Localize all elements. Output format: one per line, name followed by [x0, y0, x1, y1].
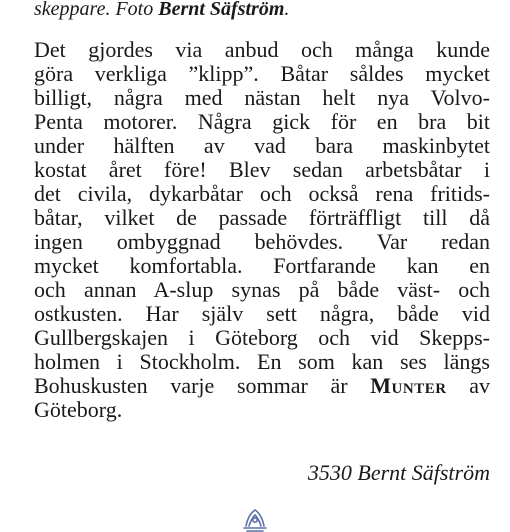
caption-lead: skeppare. Foto [34, 0, 159, 20]
body-last-line: Göteborg. [34, 397, 123, 422]
author-signature: 3530 Bernt Säfström [307, 460, 490, 485]
article-body [34, 38, 490, 422]
body-line: Penta motorer. Några gick för en bra bit [34, 109, 490, 134]
body-line: kostat året före! Blev sedan arbetsbåtar i [34, 157, 490, 182]
body-line: ingen ombyggnad behövdes. Var redan [34, 229, 490, 254]
body-line: båtar, vilket de passade förträffligt till då [34, 205, 490, 230]
photo-credit: Bernt Säfström [158, 0, 285, 20]
boat-line-tail: av [446, 373, 491, 398]
anchor-stamp-icon [240, 506, 270, 532]
body-line: under hälften av vad bara maskinbytet [34, 133, 490, 158]
body-line: göra verkliga ”klipp”. Båtar såldes mycket [34, 61, 490, 86]
body-line: billigt, några med nästan helt nya Volvo- [34, 85, 490, 110]
body-line: Gullbergskajen i Göteborg och vid Skepps- [34, 325, 490, 350]
body-line: holmen i Stockholm. En som kan ses längs [34, 349, 490, 374]
caption-tail: . [284, 0, 290, 20]
body-line: och annan A-slup synas på både väst- och [34, 277, 490, 302]
body-line: Det gjordes via anbud och många kunde [34, 37, 490, 62]
boat-name: Munter [370, 373, 447, 398]
photo-caption [34, 0, 289, 22]
body-line: det civila, dykarbåtar och också rena fritids- [34, 181, 490, 206]
body-line-boat-name [34, 374, 490, 398]
boat-line-lead: Bohuskusten varje sommar är [34, 373, 371, 398]
body-line: mycket komfortabla. Fortfarande kan en [34, 253, 490, 278]
body-line: ostkusten. Har själv sett några, både vid [34, 301, 490, 326]
